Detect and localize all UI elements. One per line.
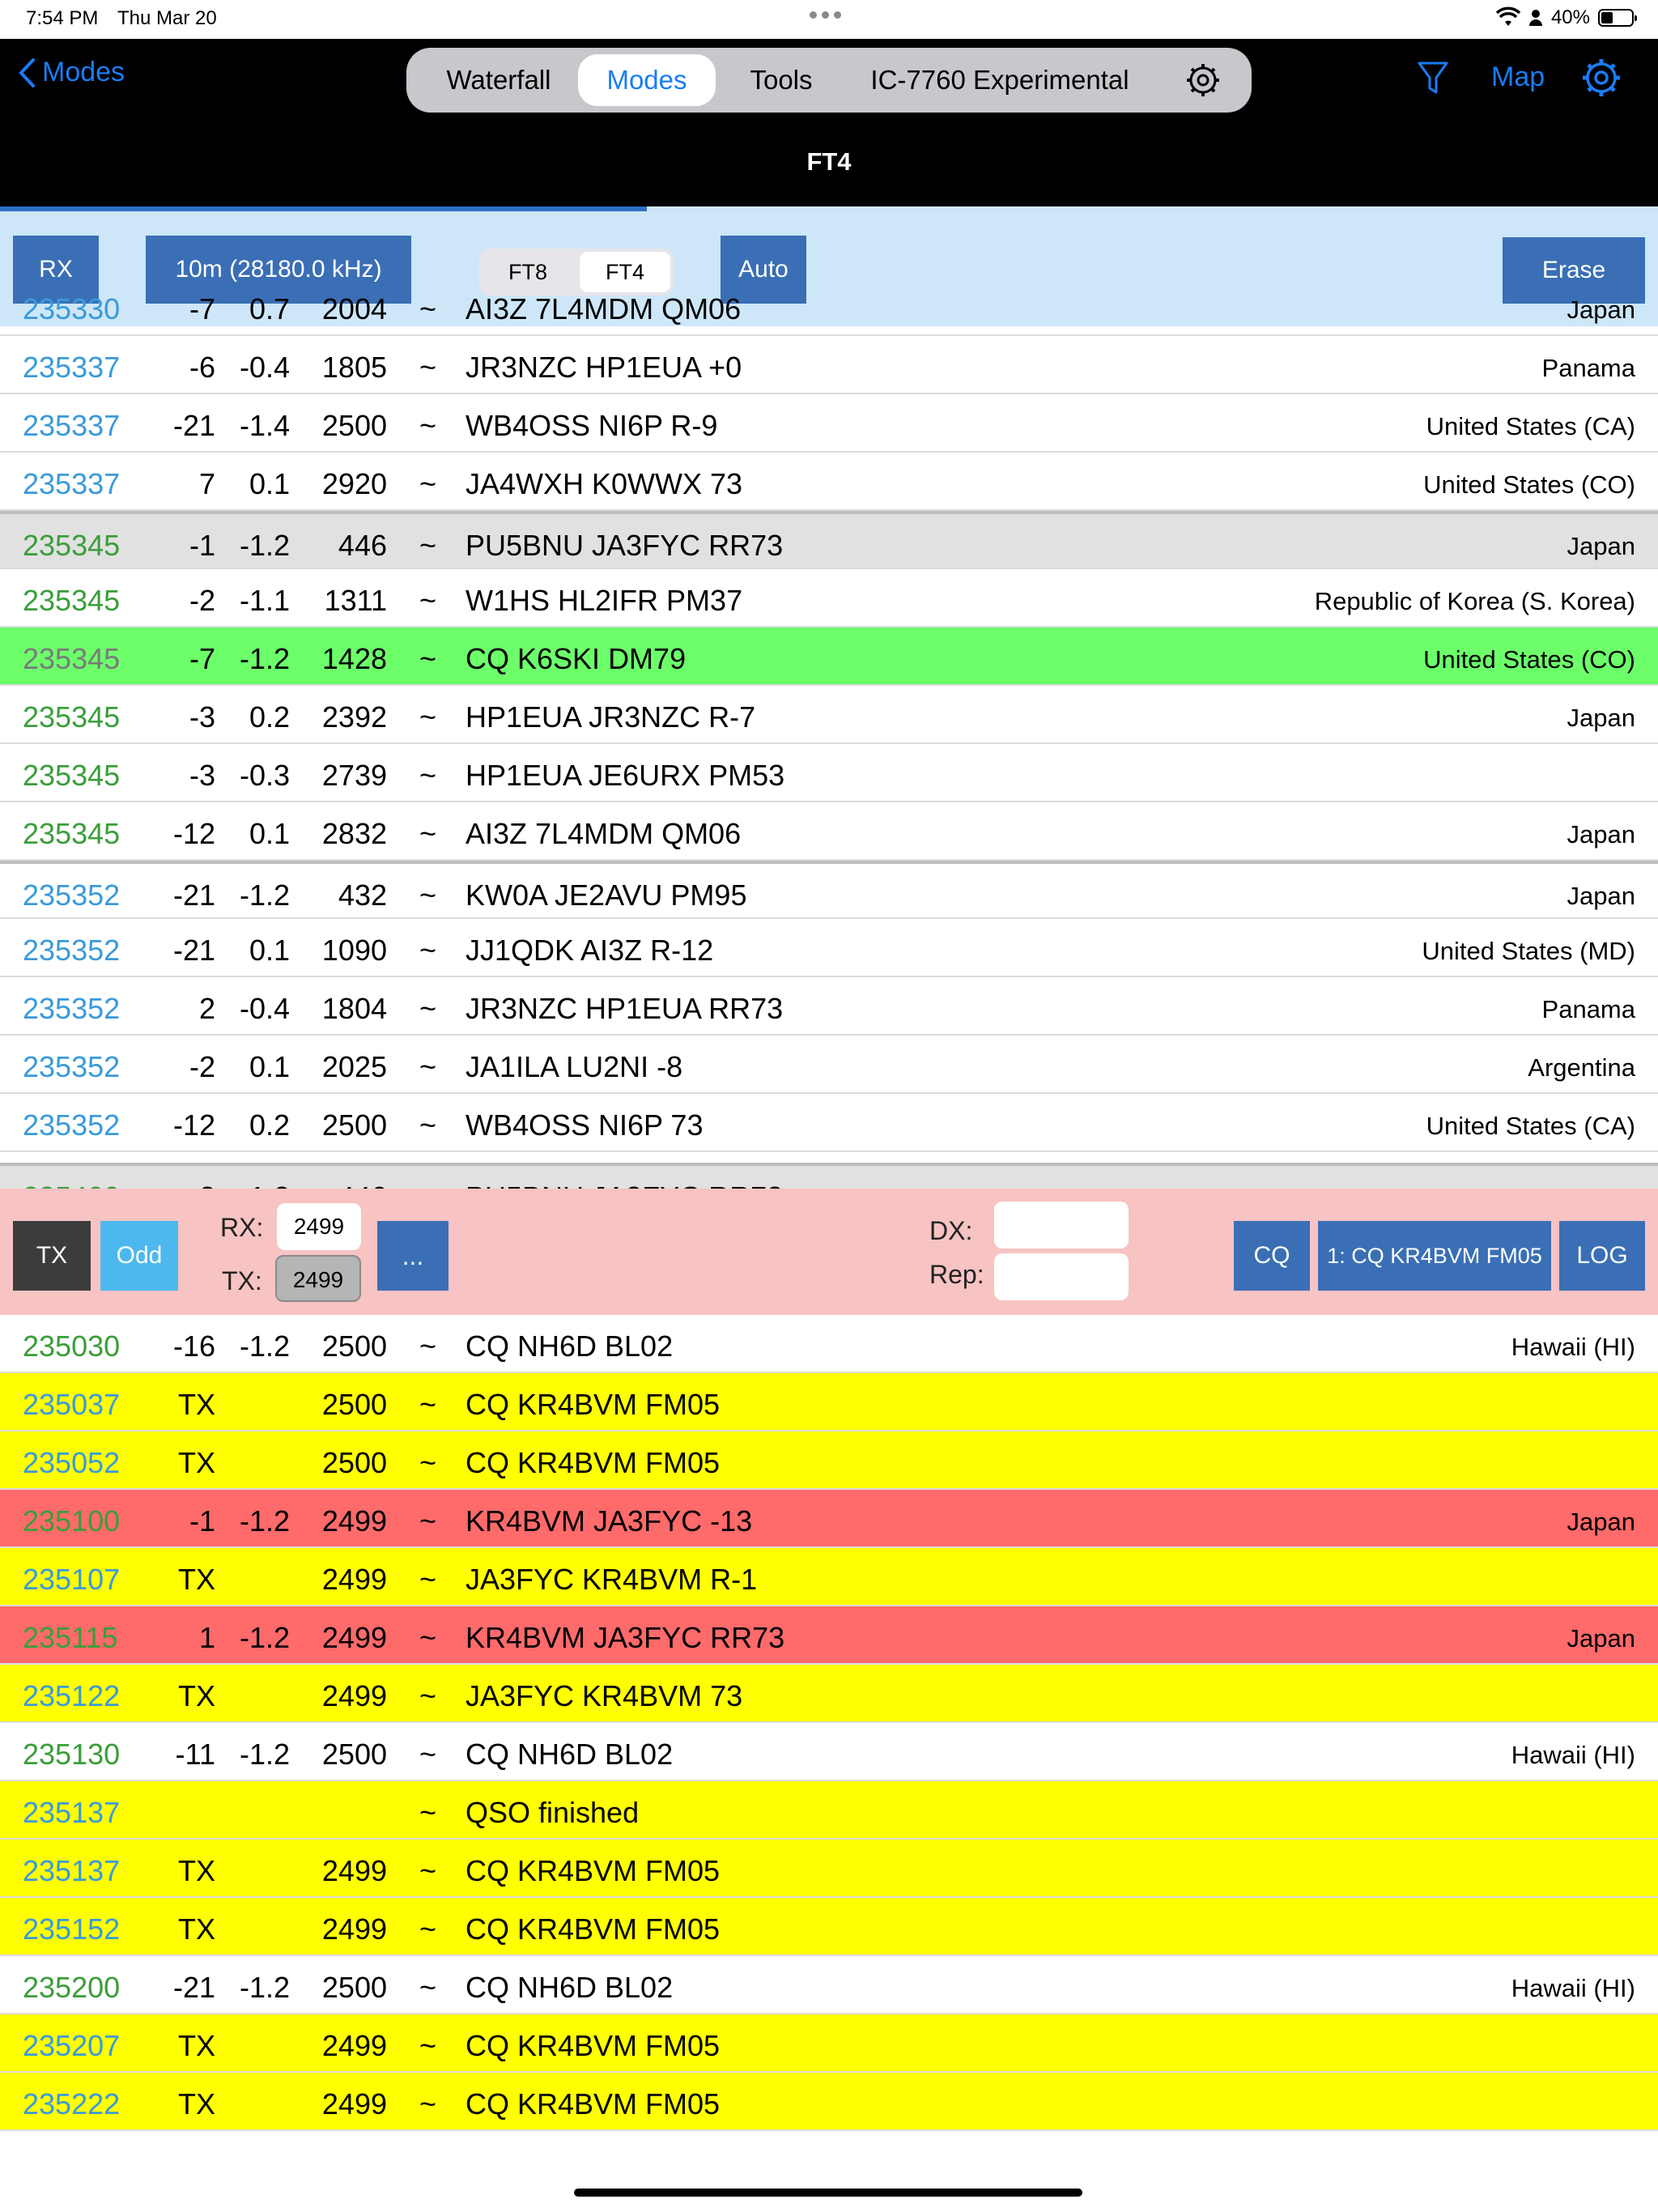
cell-freq: 2739 — [321, 759, 387, 792]
cell-tilde: ~ — [419, 700, 437, 734]
cell-time: 235200 — [23, 1971, 121, 2004]
cell-time: 235352 — [23, 1108, 121, 1142]
cell-snr: TX — [177, 1446, 215, 1479]
cell-tilde: ~ — [419, 467, 437, 500]
wifi-icon — [1496, 8, 1520, 28]
erase-button[interactable]: Erase — [1503, 237, 1645, 304]
cell-snr: -3 — [189, 759, 215, 792]
cell-snr: -7 — [189, 642, 215, 675]
cell-snr: TX — [177, 1388, 215, 1421]
more-button[interactable]: ... — [377, 1221, 449, 1291]
table-row[interactable] — [0, 1094, 1658, 1152]
table-row[interactable] — [0, 977, 1658, 1036]
table-row[interactable] — [0, 453, 1658, 511]
cq-button[interactable]: CQ — [1234, 1221, 1310, 1291]
settings-icon[interactable] — [1582, 58, 1621, 97]
cell-freq: 2500 — [321, 1329, 387, 1363]
table-row[interactable] — [0, 686, 1658, 744]
cell-snr: -1 — [189, 529, 215, 562]
cell-freq: 446 — [338, 529, 387, 562]
cell-time: 235130 — [23, 1738, 121, 1771]
cell-dt: -1.2 — [239, 1738, 290, 1771]
cell-tilde: ~ — [419, 934, 437, 967]
cell-country: Japan — [1567, 1624, 1635, 1653]
cell-freq: 1804 — [321, 992, 387, 1025]
cell-dt: -0.4 — [239, 351, 290, 384]
cell-snr: -16 — [172, 1329, 215, 1363]
cell-time: 235337 — [23, 409, 121, 442]
cell-time: 235207 — [23, 2029, 121, 2062]
cell-freq: 1311 — [324, 584, 387, 617]
cell-message: CQ K6SKI DM79 — [466, 642, 687, 675]
home-indicator[interactable] — [574, 2189, 1082, 2197]
cell-tilde: ~ — [419, 992, 437, 1025]
cell-time: 235152 — [23, 1912, 121, 1946]
cell-snr: -11 — [175, 1738, 215, 1771]
cell-tilde: ~ — [419, 529, 437, 562]
cell-freq: 2499 — [321, 1912, 387, 1946]
cell-tilde: ~ — [419, 759, 437, 792]
cell-message: AI3Z 7L4MDM QM06 — [466, 817, 742, 850]
cell-country: Panama — [1541, 354, 1635, 382]
cell-message: WB4OSS NI6P 73 — [466, 1108, 704, 1142]
cell-country: Japan — [1567, 882, 1635, 910]
cell-country: Japan — [1567, 820, 1635, 849]
table-row[interactable] — [0, 1548, 1658, 1606]
cell-country: United States (CA) — [1426, 1112, 1635, 1140]
cell-snr: -3 — [189, 700, 215, 734]
table-row[interactable] — [0, 627, 1658, 686]
cell-country: United States (CA) — [1426, 412, 1635, 440]
table-row[interactable] — [0, 1373, 1658, 1431]
cell-freq: 2500 — [321, 1738, 387, 1771]
table-row[interactable]: 235330 -7 0.7 2004 ~ AI3Z 7L4MDM QM06 Japan — [0, 278, 1658, 336]
cell-freq: 2499 — [321, 2029, 387, 2062]
cell-snr: -12 — [172, 1108, 215, 1142]
cell-snr: -2 — [189, 584, 215, 617]
cell-snr: -2 — [189, 1050, 215, 1083]
cell-freq: 2392 — [321, 700, 387, 734]
cell-freq: 432 — [338, 878, 387, 912]
status-bar — [0, 0, 1658, 39]
table-row[interactable] — [0, 569, 1658, 627]
cell-snr: TX — [177, 1912, 215, 1946]
cell-tilde: ~ — [419, 1329, 437, 1363]
cell-freq: 2499 — [321, 1621, 387, 1654]
cell-dt: 0.1 — [249, 817, 290, 850]
cell-message: HP1EUA JE6URX PM53 — [466, 759, 785, 792]
cell-snr: 1 — [198, 1621, 215, 1654]
cell-snr: -21 — [172, 878, 215, 912]
cell-time: 235352 — [23, 992, 121, 1025]
cell-country: United States (CO) — [1423, 470, 1635, 499]
cell-snr: TX — [177, 2029, 215, 2062]
cell-country: Japan — [1567, 704, 1635, 732]
cell-freq: 2500 — [321, 409, 387, 442]
dx-label: DX: — [929, 1216, 973, 1245]
cell-tilde: ~ — [419, 2029, 437, 2062]
rx-freq-field[interactable]: 2499 — [277, 1203, 361, 1250]
cell-tilde: ~ — [419, 1504, 437, 1538]
rep-label: Rep: — [929, 1260, 984, 1289]
cell-tilde: ~ — [419, 1912, 437, 1946]
cell-snr: 7 — [198, 467, 215, 500]
cell-tilde: ~ — [419, 878, 437, 912]
rx-button[interactable]: RX — [13, 236, 99, 304]
cell-message: HP1EUA JR3NZC R-7 — [466, 700, 756, 734]
cell-freq: 2832 — [321, 817, 387, 850]
cell-time: 235037 — [23, 1388, 121, 1421]
table-row[interactable] — [0, 1490, 1658, 1548]
status-date: Thu Mar 20 — [117, 7, 217, 29]
cell-freq: 2500 — [321, 1971, 387, 2004]
cell-dt: -1.2 — [239, 1504, 290, 1538]
cell-tilde: ~ — [419, 1108, 437, 1142]
cell-time: 235345 — [23, 759, 121, 792]
filter-icon[interactable] — [1417, 60, 1449, 97]
person-icon — [1528, 9, 1543, 27]
tx-freq-label: TX: — [222, 1266, 262, 1295]
table-row[interactable] — [0, 1431, 1658, 1490]
cell-time: 235337 — [23, 467, 121, 500]
table-row[interactable] — [0, 861, 1658, 919]
cell-dt: -1.2 — [239, 1621, 290, 1654]
table-row[interactable] — [0, 2014, 1658, 2073]
cell-snr: TX — [177, 1563, 215, 1596]
cell-snr: TX — [177, 2087, 215, 2121]
cell-time: 235137 — [23, 1854, 121, 1887]
cell-dt: -1.2 — [239, 878, 290, 912]
cell-time: 235345 — [23, 817, 121, 850]
cell-dt: -1.4 — [239, 409, 290, 442]
tab-ic-7760[interactable]: IC-7760 Experimental — [870, 65, 1129, 95]
battery-icon — [1598, 9, 1634, 27]
cell-message: JA3FYC KR4BVM 73 — [466, 1679, 743, 1712]
cell-tilde: ~ — [419, 1971, 437, 2004]
cell-dt: 0.1 — [249, 934, 290, 967]
table-row[interactable] — [0, 1665, 1658, 1723]
cell-time: 235352 — [23, 1050, 121, 1083]
table-row[interactable] — [0, 1781, 1658, 1840]
cell-snr: -6 — [189, 351, 215, 384]
cell-freq: 2499 — [321, 1679, 387, 1712]
cell-tilde: ~ — [419, 1738, 437, 1771]
cell-freq: 2499 — [321, 1563, 387, 1596]
map-button[interactable]: Map — [1491, 62, 1545, 92]
cell-dt: -0.4 — [239, 992, 290, 1025]
cell-tilde: ~ — [419, 642, 437, 675]
log-button[interactable]: LOG — [1559, 1221, 1645, 1291]
cell-message: CQ KR4BVM FM05 — [466, 1446, 721, 1479]
cell-message: PU5BNU JA3FYC RR73 — [466, 529, 784, 562]
back-button[interactable] — [18, 57, 125, 88]
cell-snr: TX — [177, 1854, 215, 1887]
gear-icon[interactable] — [1185, 62, 1221, 98]
next-message-button[interactable]: 1: CQ KR4BVM FM05 — [1318, 1221, 1551, 1291]
cell-dt: -0.3 — [239, 759, 290, 792]
cell-tilde: ~ — [419, 817, 437, 850]
cell-freq: 2499 — [321, 2087, 387, 2121]
cell-message: WB4OSS NI6P R-9 — [466, 409, 718, 442]
cell-tilde: ~ — [419, 2087, 437, 2121]
cell-time: 235052 — [23, 1446, 121, 1479]
cell-tilde: ~ — [419, 1621, 437, 1654]
cell-country: Japan — [1567, 532, 1635, 560]
cell-snr: -21 — [172, 1971, 215, 2004]
top-tab-control — [406, 48, 1252, 113]
rep-field[interactable] — [994, 1253, 1129, 1300]
cell-message: CQ NH6D BL02 — [466, 1971, 674, 2004]
cell-tilde: ~ — [419, 409, 437, 442]
cell-dt: -1.2 — [239, 1971, 290, 2004]
cell-snr: -1 — [189, 1504, 215, 1538]
odd-button[interactable]: Odd — [100, 1221, 178, 1291]
cell-message: JR3NZC HP1EUA +0 — [466, 351, 742, 384]
table-row[interactable] — [0, 1606, 1658, 1665]
cell-time: 235337 — [23, 351, 121, 384]
table-row[interactable] — [0, 336, 1658, 394]
table-row[interactable] — [0, 1723, 1658, 1781]
cell-time: 235122 — [23, 1679, 121, 1712]
cell-time: 235352 — [23, 934, 121, 967]
cell-message: JJ1QDK AI3Z R-12 — [466, 934, 714, 967]
band-button[interactable]: 10m (28180.0 kHz) — [146, 236, 411, 304]
cell-time: 235222 — [23, 2087, 121, 2121]
cell-freq: 2920 — [321, 467, 387, 500]
cell-message: CQ NH6D BL02 — [466, 1738, 674, 1771]
status-time: 7:54 PM — [26, 7, 99, 29]
cell-dt: -1.2 — [239, 529, 290, 562]
cell-freq: 2499 — [321, 1504, 387, 1538]
cell-dt: 0.1 — [249, 1050, 290, 1083]
cell-time: 235345 — [23, 642, 121, 675]
tx-control-strip — [0, 1189, 1658, 1315]
cell-country: Hawaii (HI) — [1511, 1974, 1635, 2002]
dx-field[interactable] — [994, 1202, 1129, 1249]
cell-time: 235030 — [23, 1329, 121, 1363]
cell-message: CQ KR4BVM FM05 — [466, 1388, 721, 1421]
nav-bar — [0, 39, 1658, 206]
cell-message: CQ KR4BVM FM05 — [466, 1854, 721, 1887]
cell-freq: 2499 — [321, 1854, 387, 1887]
cell-country: Hawaii (HI) — [1511, 1333, 1635, 1361]
cell-message: JR3NZC HP1EUA RR73 — [466, 992, 784, 1025]
cell-message: CQ KR4BVM FM05 — [466, 2029, 721, 2062]
page-title: FT4 — [806, 147, 852, 176]
cell-time: 235115 — [23, 1621, 118, 1654]
cell-freq: 2500 — [321, 1446, 387, 1479]
cell-message: CQ KR4BVM FM05 — [466, 1912, 721, 1946]
mode-option-ft4[interactable]: FT4 — [580, 252, 670, 292]
cell-time: 235107 — [23, 1563, 121, 1596]
tx-button[interactable]: TX — [13, 1221, 91, 1291]
cell-country: Japan — [1567, 1508, 1635, 1536]
cell-dt: -1.2 — [239, 642, 290, 675]
multitasking-dots-icon[interactable] — [810, 11, 841, 19]
cell-tilde: ~ — [419, 1388, 437, 1421]
cell-snr: -21 — [172, 409, 215, 442]
cell-message: KR4BVM JA3FYC RR73 — [466, 1621, 785, 1654]
table-row[interactable] — [0, 1315, 1658, 1373]
cell-time: 235345 — [23, 584, 121, 617]
cell-time: 235345 — [23, 529, 121, 562]
cell-freq: 1090 — [321, 934, 387, 967]
cell-tilde: ~ — [419, 584, 437, 617]
table-row[interactable] — [0, 1898, 1658, 1956]
cell-country: Republic of Korea (S. Korea) — [1314, 587, 1635, 615]
cell-message: JA4WXH K0WWX 73 — [466, 467, 743, 500]
cell-snr: -12 — [172, 817, 215, 850]
cell-message: KW0A JE2AVU PM95 — [466, 878, 747, 912]
cell-message: JA3FYC KR4BVM R-1 — [466, 1563, 758, 1596]
table-row[interactable] — [0, 394, 1658, 453]
cell-message: W1HS HL2IFR PM37 — [466, 584, 743, 617]
back-label: Modes — [42, 57, 125, 87]
cell-snr: TX — [177, 1679, 215, 1712]
cell-time: 235352 — [23, 878, 121, 912]
table-row[interactable] — [0, 1840, 1658, 1898]
cell-freq: 2500 — [321, 1388, 387, 1421]
table-row[interactable] — [0, 2073, 1658, 2131]
decode-list-bottom-clip — [0, 1163, 1658, 1189]
table-row[interactable] — [0, 802, 1658, 861]
cell-freq: 1805 — [321, 351, 387, 384]
table-row[interactable] — [0, 919, 1658, 977]
cell-snr: -21 — [172, 934, 215, 967]
tab-waterfall[interactable]: Waterfall — [446, 65, 551, 95]
cell-freq: 2500 — [321, 1108, 387, 1142]
cell-dt: -1.1 — [239, 584, 290, 617]
tx-freq-field[interactable]: 2499 — [275, 1255, 361, 1302]
cell-tilde: ~ — [419, 1679, 437, 1712]
cell-dt: 0.1 — [249, 467, 290, 500]
cell-dt: -1.2 — [239, 1329, 290, 1363]
cell-dt: 0.2 — [249, 1108, 290, 1142]
cell-tilde: ~ — [419, 1050, 437, 1083]
cell-message: CQ NH6D BL02 — [466, 1329, 674, 1363]
mode-option-ft8[interactable]: FT8 — [508, 260, 547, 284]
chevron-left-icon — [18, 57, 36, 88]
cell-message: JA1ILA LU2NI -8 — [466, 1050, 683, 1083]
cell-tilde: ~ — [419, 1854, 437, 1887]
table-row[interactable] — [0, 1036, 1658, 1094]
cell-message: QSO finished — [466, 1796, 640, 1829]
tab-tools[interactable]: Tools — [750, 65, 813, 95]
table-row[interactable] — [0, 744, 1658, 802]
cell-country: United States (CO) — [1423, 645, 1635, 674]
cell-time: 235100 — [23, 1504, 121, 1538]
auto-button[interactable]: Auto — [721, 236, 806, 304]
table-row[interactable] — [0, 511, 1658, 569]
cell-tilde: ~ — [419, 351, 437, 384]
cell-freq: 2025 — [321, 1050, 387, 1083]
cell-time: 235137 — [23, 1796, 121, 1829]
cell-country: United States (MD) — [1422, 937, 1635, 965]
cell-freq: 1428 — [321, 642, 387, 675]
cell-tilde: ~ — [419, 1446, 437, 1479]
cell-tilde: ~ — [419, 1796, 437, 1829]
cell-country: Panama — [1541, 995, 1635, 1023]
cell-country: Hawaii (HI) — [1511, 1741, 1635, 1769]
cell-tilde: ~ — [419, 1563, 437, 1596]
cell-dt: 0.2 — [249, 700, 290, 734]
table-row[interactable] — [0, 1956, 1658, 2014]
tab-modes[interactable]: Modes — [578, 54, 716, 106]
cell-time: 235345 — [23, 700, 121, 734]
battery-percent: 40% — [1550, 6, 1590, 28]
rx-freq-label: RX: — [220, 1213, 264, 1242]
cell-message: CQ KR4BVM FM05 — [466, 2087, 721, 2121]
cell-snr: 2 — [198, 992, 215, 1025]
cell-message: KR4BVM JA3FYC -13 — [466, 1504, 753, 1538]
cell-country: Argentina — [1528, 1053, 1635, 1082]
decode-list-top-clip — [0, 292, 1658, 336]
